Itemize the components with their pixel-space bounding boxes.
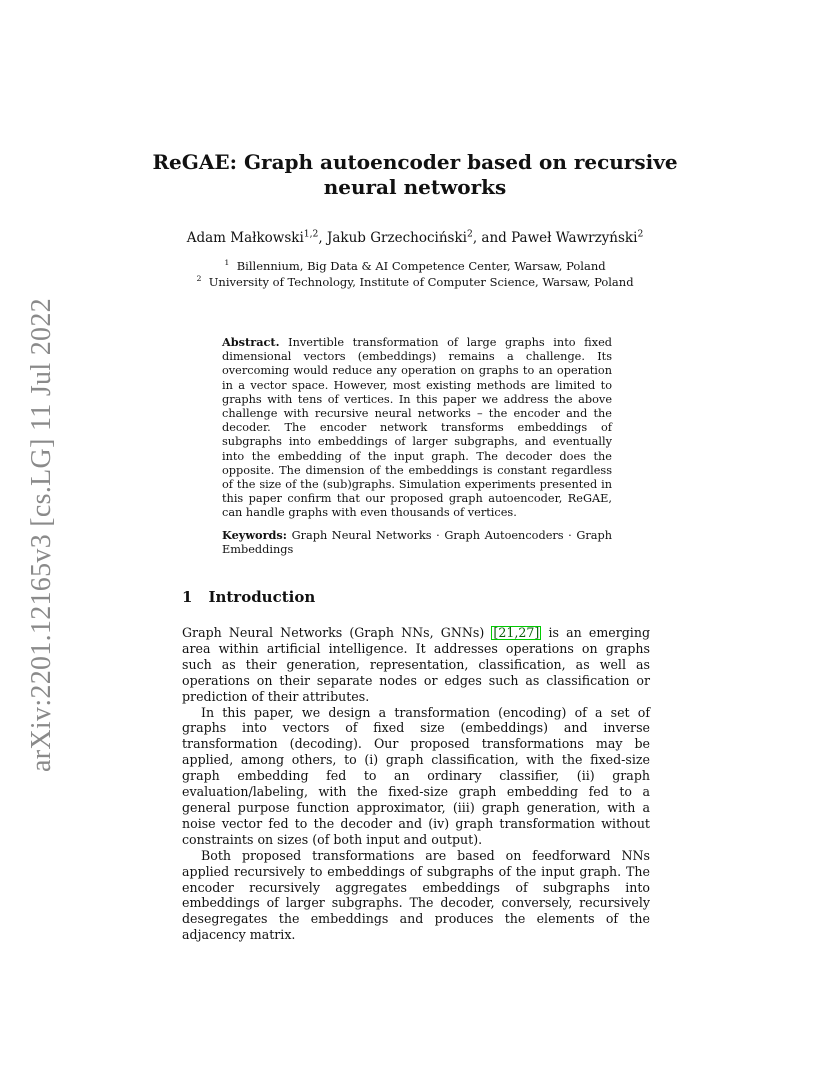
- author-3-name: , and Paweł Wawrzyński: [472, 230, 638, 246]
- paper-title-line-2: neural networks: [323, 175, 507, 199]
- affiliation-2-mark: 2: [196, 273, 202, 283]
- section-number: 1: [182, 588, 193, 606]
- keywords-label: Keywords:: [222, 528, 287, 542]
- section-title: Introduction: [208, 588, 316, 606]
- paragraph-1: [182, 625, 650, 705]
- introduction-body: [182, 625, 650, 943]
- affiliation-2: [150, 275, 680, 291]
- citation-ref-2[interactable]: 27: [518, 625, 535, 640]
- affiliations: [150, 259, 680, 290]
- author-2-affiliation-mark: 2: [466, 228, 473, 240]
- affiliation-1-mark: 1: [224, 258, 230, 268]
- section-heading-introduction: [182, 588, 315, 606]
- paragraph-1-lead: Graph Neural Networks (Graph NNs, GNNs): [182, 625, 492, 640]
- abstract: [222, 335, 612, 521]
- keywords-text: Graph Neural Networks · Graph Autoencoders · Graph Embeddings: [222, 529, 612, 557]
- paper-title-line-1: ReGAE: Graph autoencoder based on recursive: [152, 150, 678, 174]
- author-3-affiliation-mark: 2: [637, 228, 644, 240]
- author-list: [150, 230, 680, 246]
- keywords: [222, 528, 612, 557]
- citation-ref-1[interactable]: 21: [498, 625, 515, 640]
- affiliation-1: [150, 259, 680, 275]
- author-1-name: Adam Małkowski: [186, 230, 304, 246]
- affiliation-1-text: Billennium, Big Data & AI Competence Center, Warsaw, Poland: [236, 259, 606, 273]
- arxiv-identifier-text: arXiv:2201.12165v3 [cs.LG] 11 Jul 2022: [26, 298, 57, 772]
- affiliation-2-text: University of Technology, Institute of Computer Science, Warsaw, Poland: [208, 274, 634, 289]
- abstract-text: Invertible transformation of large graphs into fixed dimensional vectors (embeddings) remains a challenge. Its overcoming would reduce any operation on graphs to an operation in a vector space. However, most existing methods are limited to graphs with tens of vertices. In this paper we address the above challenge with recursive neural networks – the encoder and the decoder. The encoder network transforms embeddings of subgraphs into embeddings of larger subgraphs, and eventually into the embedding of the input graph. The decoder does the opposite. The dimension of the embeddings is constant regardless of the size of the (sub)graphs. Simulation experiments presented in this paper confirm that our proposed graph autoencoder, ReGAE, can handle graphs with even thousands of vertices.: [222, 336, 612, 520]
- paper-title: [150, 150, 680, 200]
- paragraph-3: Both proposed transformations are based on feedforward NNs applied recursively to embeddings of subgraphs of the input graph. The encoder recursively aggregates embeddings of subgraphs into embeddings of larger subgraphs. The decoder, conversely, recursively desegregates the embeddings and produces the elements of the adjacency matrix.: [182, 847, 650, 943]
- paragraph-1-rest: is an emerging area within artificial intelligence. It addresses operations on graphs such as their generation, representation, classification, as well as operations on their separate nodes or edges such as classification or prediction of their attributes.: [182, 625, 651, 704]
- arxiv-identifier: [22, 300, 62, 770]
- paragraph-2: In this paper, we design a transformation (encoding) of a set of graphs into vectors of fixed size (embeddings) and inverse transformation (decoding). Our proposed transformations may be applied, among others, to (i) graph classification, with the fixed-size graph embedding fed to an ordinary classifier, (ii) graph evaluation/labeling, with the fixed-size graph embedding fed to a general purpose function approximator, (iii) graph generation, with a noise vector fed to the decoder and (iv) graph transformation without constraints on sizes (of both input and output).: [182, 704, 650, 847]
- abstract-label: Abstract.: [222, 335, 280, 349]
- citation-link[interactable]: [21,27]: [493, 625, 540, 640]
- author-1-affiliation-mark: 1,2: [303, 228, 319, 240]
- author-2-name: , Jakub Grzechociński: [318, 230, 467, 246]
